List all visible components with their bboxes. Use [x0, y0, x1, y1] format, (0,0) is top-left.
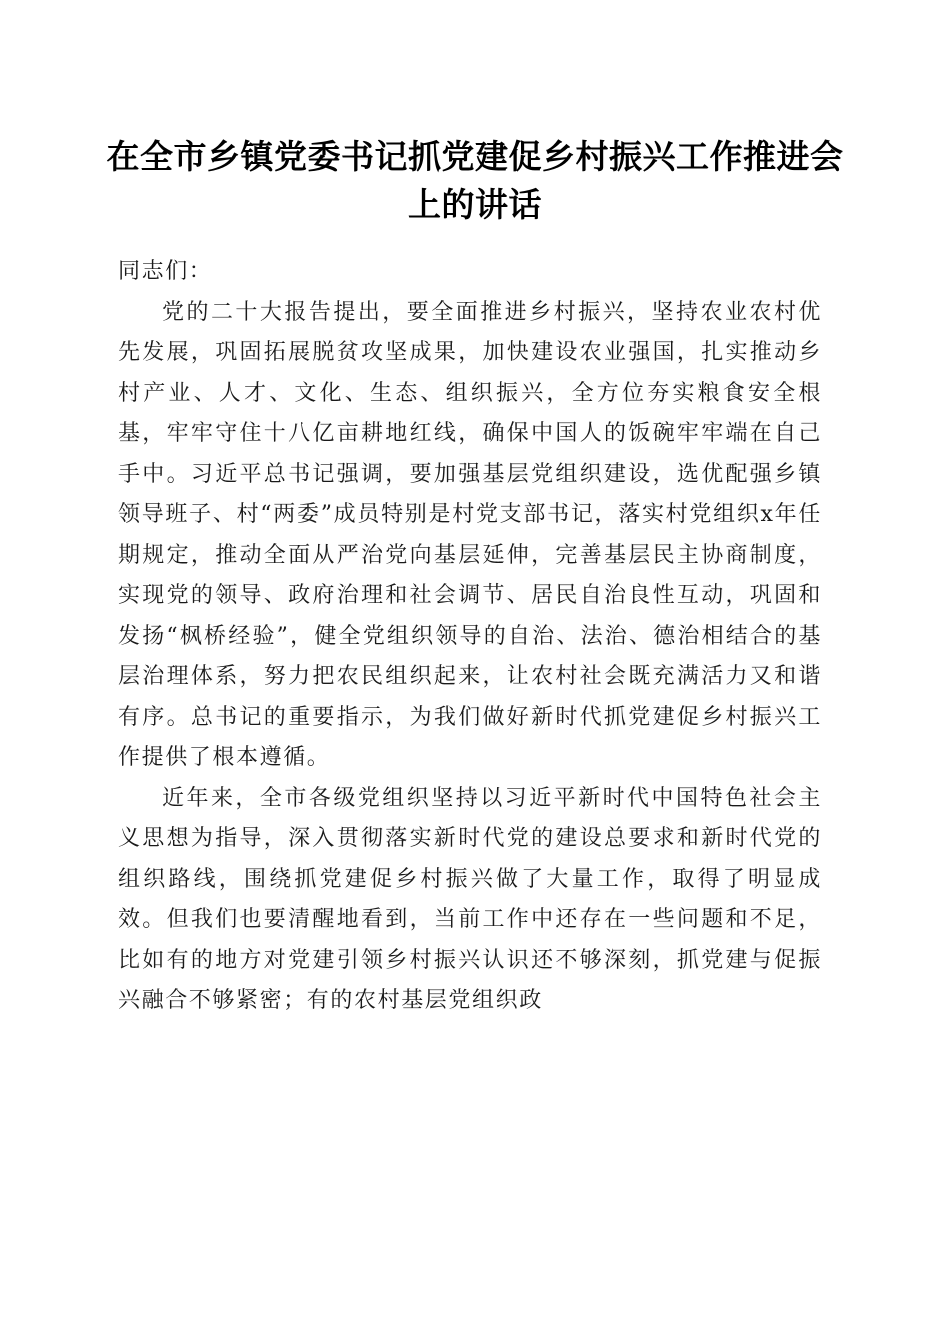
document-title: 在全市乡镇党委书记抓党建促乡村振兴工作推进会上的讲话 [106, 137, 844, 224]
paragraph-1: 党的二十大报告提出，要全面推进乡村振兴，坚持农业农村优先发展，巩固拓展脱贫攻坚成果，加快建设农业强国，扎实推动乡村产业、人才、文化、生态、组织振兴，全方位夯实粮食安全根基，牢牢守住十八亿亩耕地红线，确保中国人的饭碗牢牢端在自己手中。习近平总书记强调，要加强基层党组织建设，选优配强乡镇领导班子、村“两委”成员特别是村党支部书记，落实村党组织x年任期规定，推动全面从严治党向基层延伸，完善基层民主协商制度，实现党的领导、政府治理和社会调节、居民自治良性互动，巩固和发扬“枫桥经验”，健全党组织领导的自治、法治、德治相结合的基层治理体系，努力把农民组织起来，让农村社会既充满活力又和谐有序。总书记的重要指示，为我们做好新时代抓党建促乡村振兴工作提供了根本遵循。 [118, 299, 822, 770]
document-body [118, 252, 822, 1022]
paragraph-2: 近年来，全市各级党组织坚持以习近平新时代中国特色社会主义思想为指导，深入贯彻落实新时代党的建设总要求和新时代党的组织路线，围绕抓党建促乡村振兴做了大量工作，取得了明显成效。但我们也要清醒地看到，当前工作中还存在一些问题和不足，比如有的地方对党建引领乡村振兴认识还不够深刻，抓党建与促振兴融合不够紧密；有的农村基层党组织政 [118, 785, 822, 1013]
salutation: 同志们： [118, 259, 213, 284]
